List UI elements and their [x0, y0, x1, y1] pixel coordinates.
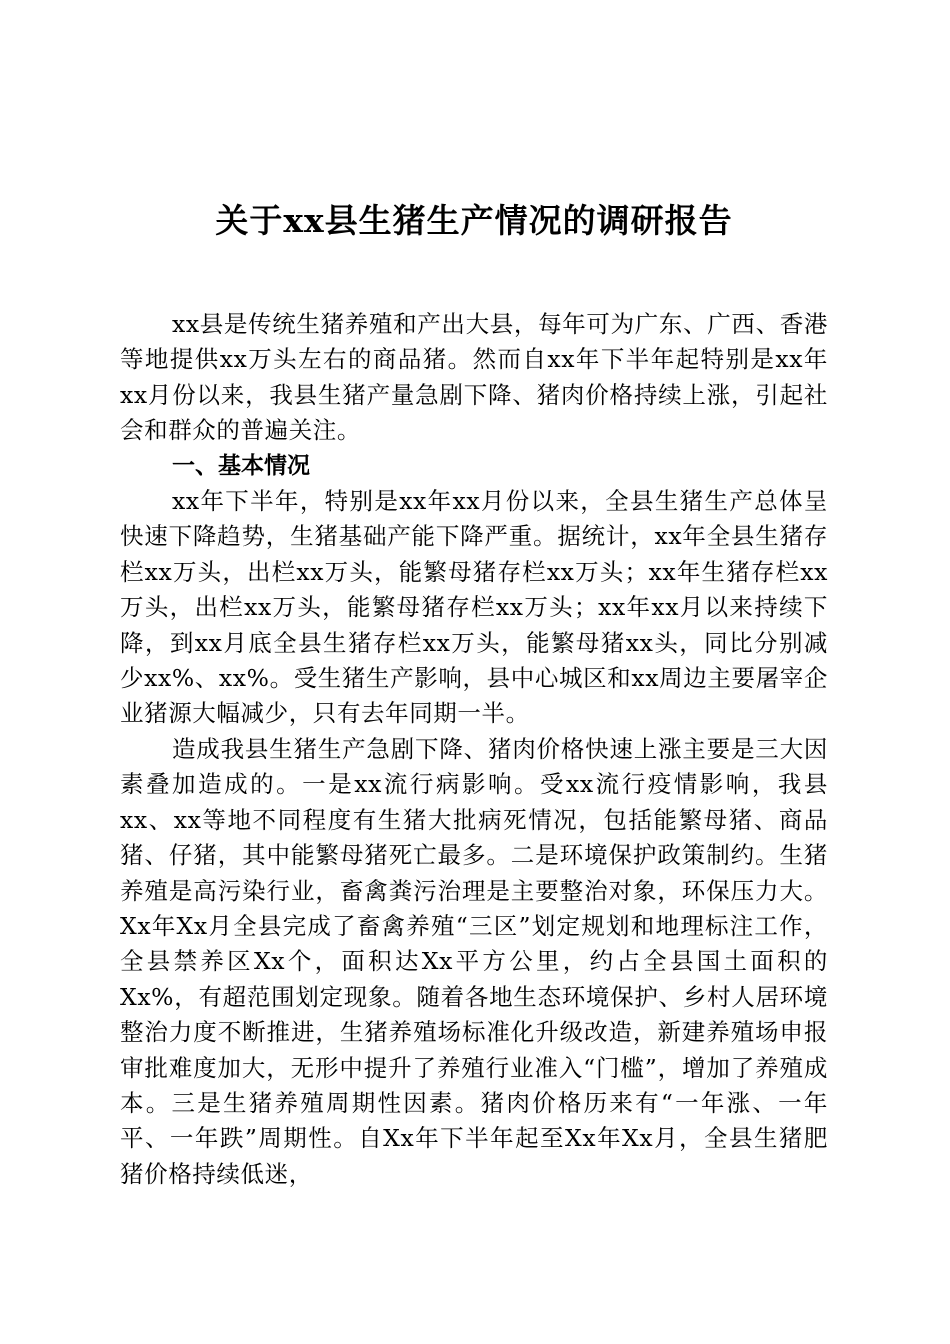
document-title: 关于xx县生猪生产情况的调研报告: [215, 201, 733, 240]
body-paragraph: xx年下半年，特别是xx年xx月份以来，全县生猪生产总体呈快速下降趋势，生猪基础产能下降严重。据统计，xx年全县生猪存栏xx万头，出栏xx万头，能繁母猪存栏xx万头；xx年生猪存栏xx万头，出栏xx万头，能繁母猪存栏xx万头；xx年xx月以来持续下降，到xx月底全县生猪存栏xx万头，能繁母猪xx头，同比分别减少xx%、xx%。受生猪生产影响，县中心城区和xx周边主要屠宰企业猪源大幅减少，只有去年同期一半。: [120, 487, 828, 728]
document-page: [120, 195, 828, 1192]
body-paragraph: 造成我县生猪生产急剧下降、猪肉价格快速上涨主要是三大因素叠加造成的。一是xx流行病影响。受xx流行疫情影响，我县xx、xx等地不同程度有生猪大批病死情况，包括能繁母猪、商品猪、仔猪，其中能繁母猪死亡最多。二是环境保护政策制约。生猪养殖是高污染行业，畜禽粪污治理是主要整治对象，环保压力大。Xx年Xx月全县完成了畜禽养殖“三区”划定规划和地理标注工作，全县禁养区Xx个，面积达Xx平方公里，约占全县国土面积的Xx%，有超范围划定现象。随着各地生态环境保护、乡村人居环境整治力度不断推进，生猪养殖场标准化升级改造，新建养殖场申报审批难度加大，无形中提升了养殖行业准入“门槛”，增加了养殖成本。三是生猪养殖周期性因素。猪肉价格历来有“一年涨、一年平、一年跌”周期性。自Xx年下半年起至Xx年Xx月，全县生猪肥猪价格持续低迷，: [120, 734, 828, 1188]
section-heading: 一、基本情况: [172, 452, 310, 479]
intro-paragraph: xx县是传统生猪养殖和产出大县，每年可为广东、广西、香港等地提供xx万头左右的商品猪。然而自xx年下半年起特别是xx年xx月份以来，我县生猪产量急剧下降、猪肉价格持续上涨，引起社会和群众的普遍关注。: [120, 310, 828, 445]
